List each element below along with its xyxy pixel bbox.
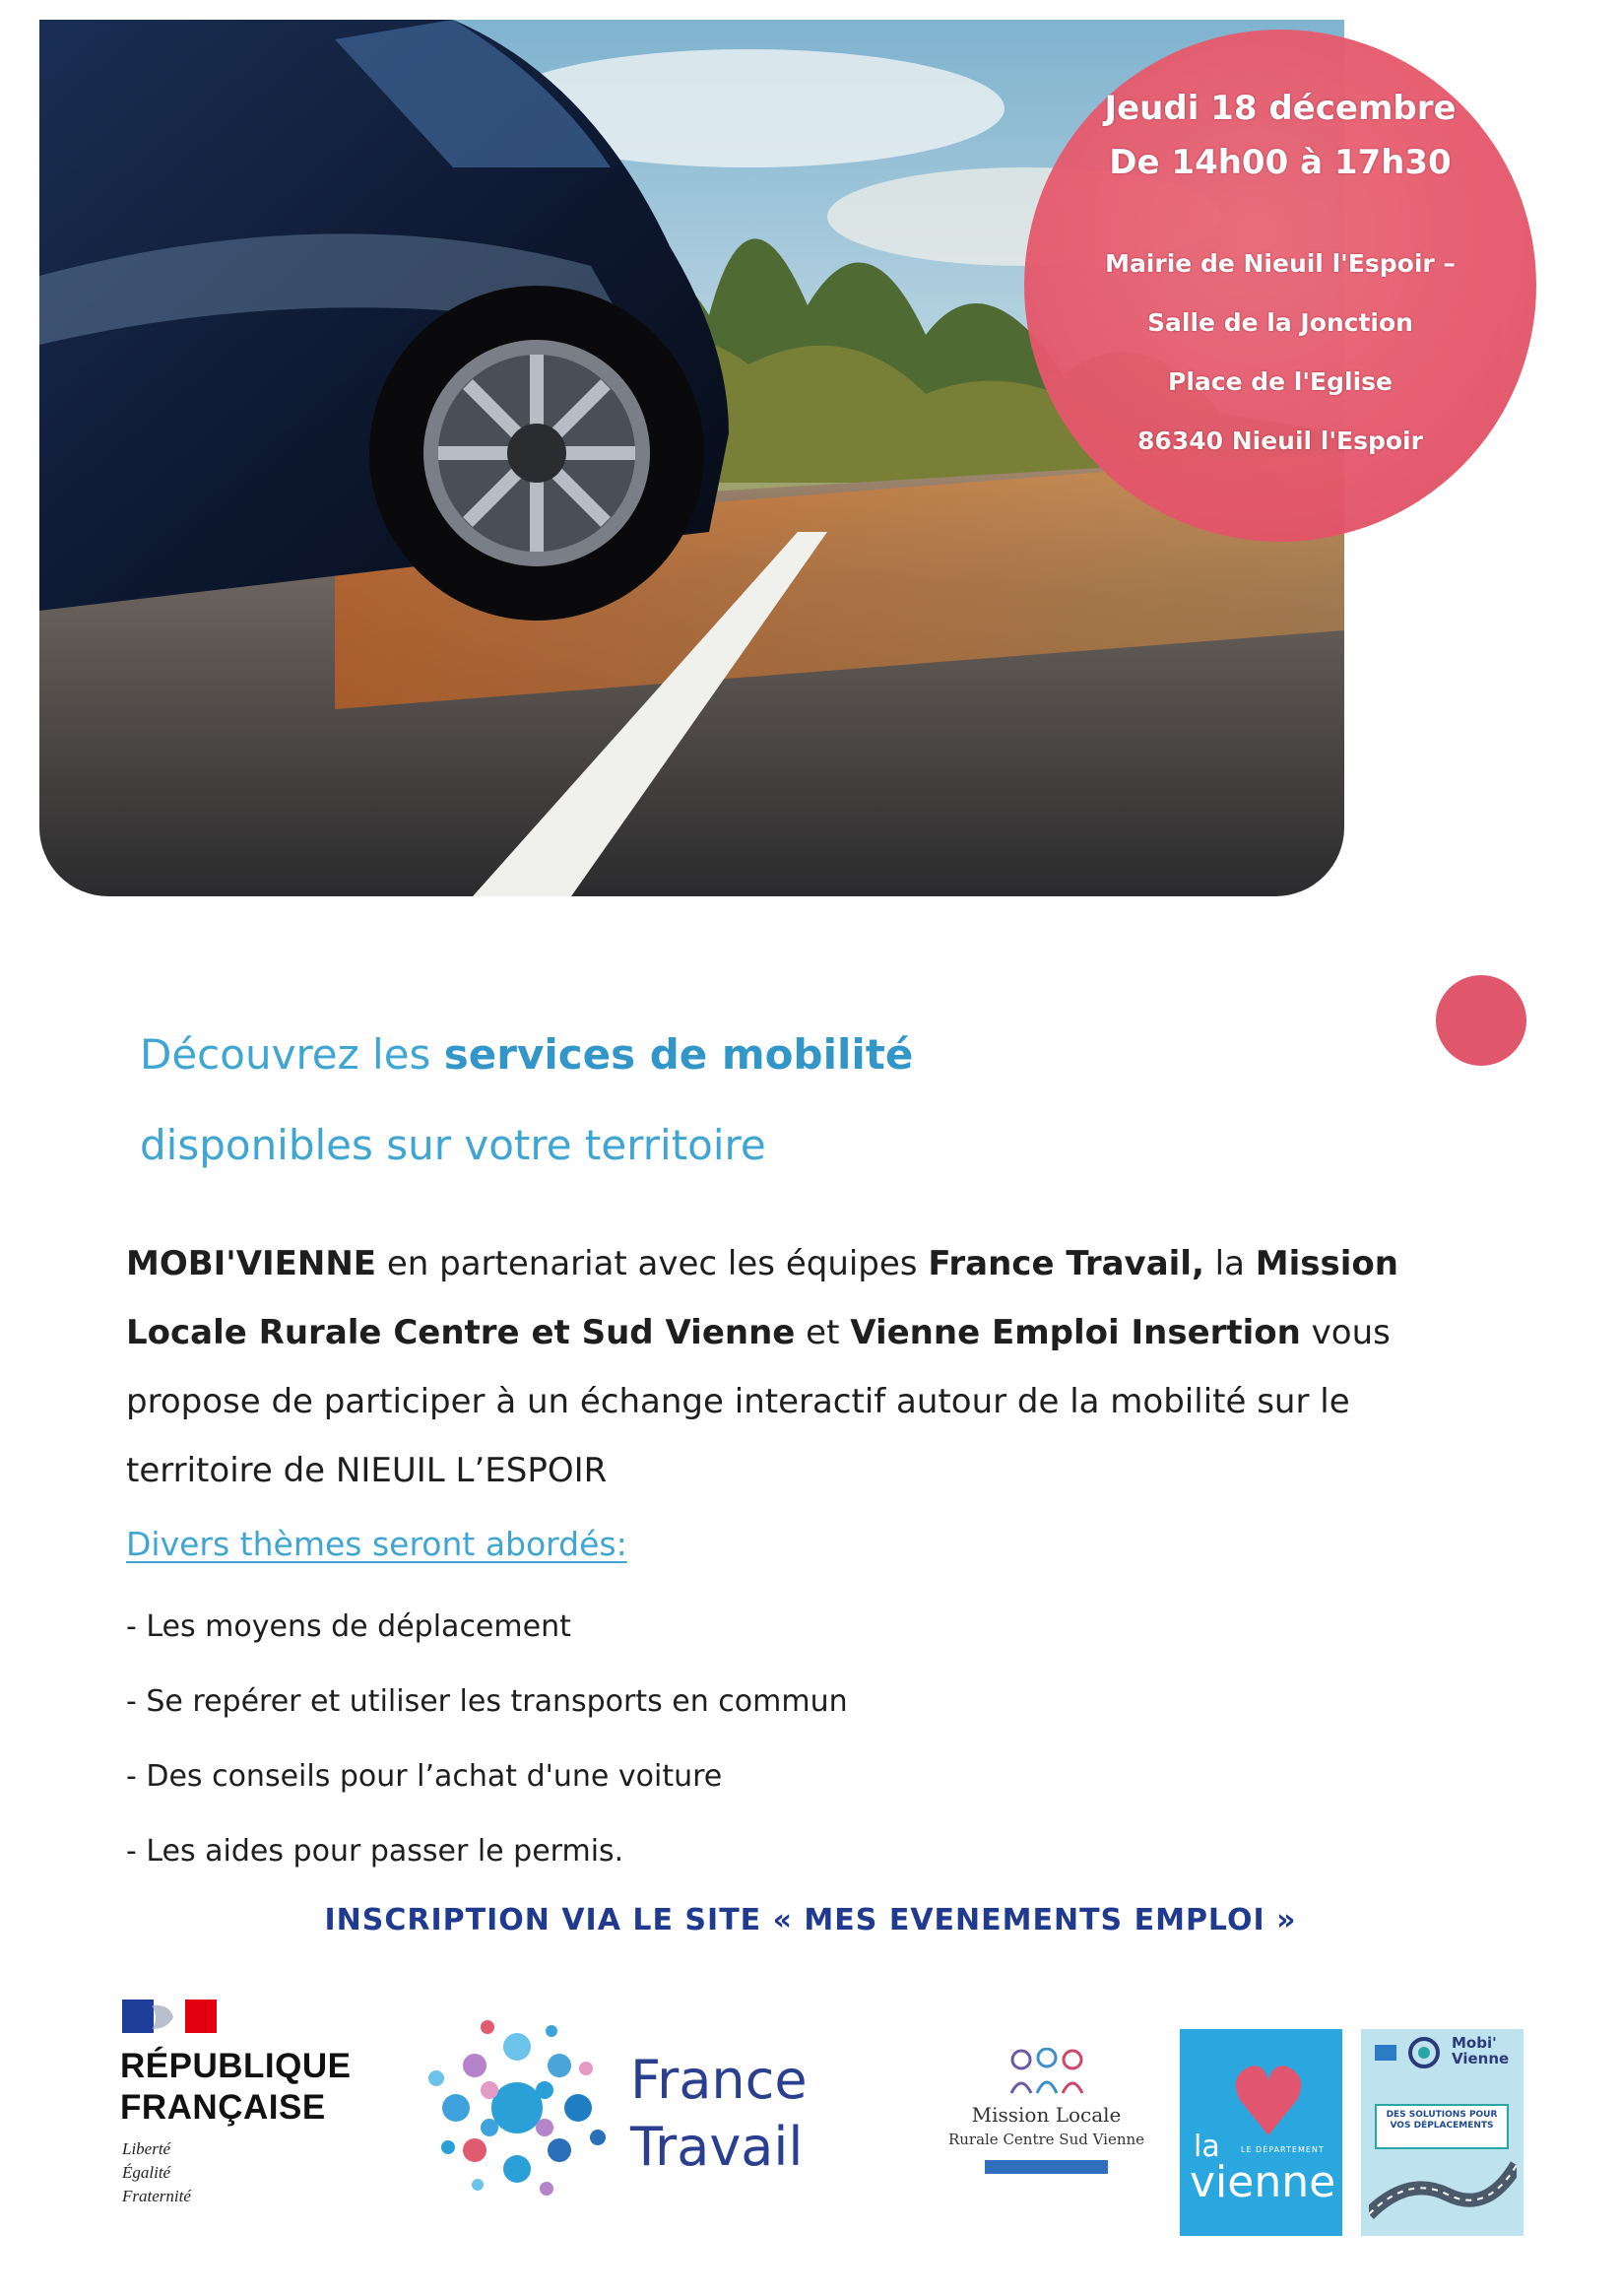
vienne-dept: LE DÉPARTEMENT bbox=[1241, 2145, 1325, 2154]
event-address-line: Place de l'Eglise bbox=[1168, 367, 1393, 396]
france-travail-line: Travail bbox=[630, 2116, 804, 2178]
theme-item: - Des conseils pour l’achat d'une voiture bbox=[126, 1759, 723, 1794]
theme-item: - Les aides pour passer le permis. bbox=[126, 1834, 624, 1869]
rf-motto: Liberté bbox=[122, 2139, 171, 2158]
headline-prefix: Découvrez les bbox=[140, 1030, 444, 1079]
vienne-department-logo bbox=[1180, 2029, 1342, 2236]
theme-item: - Les moyens de déplacement bbox=[126, 1609, 571, 1644]
people-icon bbox=[1007, 2048, 1086, 2097]
event-time: De 14h00 à 17h30 bbox=[1109, 143, 1452, 182]
event-info-circle bbox=[1024, 30, 1536, 542]
headline-strong: services de mobilité bbox=[443, 1030, 914, 1079]
marianne-flag-icon bbox=[122, 2000, 217, 2033]
theme-item: - Se repérer et utiliser les transports en commun bbox=[126, 1684, 848, 1719]
vienne-la: la bbox=[1194, 2130, 1220, 2164]
republique-francaise-logo bbox=[120, 2000, 376, 2236]
region-badge bbox=[985, 2160, 1108, 2174]
rf-motto: Fraternité bbox=[122, 2187, 191, 2205]
intro-text: en partenariat avec les équipes bbox=[376, 1244, 929, 1283]
intro-text: la bbox=[1203, 1244, 1256, 1283]
themes-title: Divers thèmes seront abordés: bbox=[126, 1525, 627, 1563]
event-address-line: Salle de la Jonction bbox=[1147, 308, 1413, 337]
mobi-vienne-logo bbox=[1361, 2029, 1524, 2236]
headline-line-2: disponibles sur votre territoire bbox=[140, 1121, 766, 1169]
org-mobivienne: MOBI'VIENNE bbox=[126, 1244, 377, 1283]
france-travail-dots-icon bbox=[419, 2009, 625, 2206]
inscription-notice: INSCRIPTION VIA LE SITE « MES EVENEMENTS EMPLOI » bbox=[324, 1903, 1297, 1937]
org-mission-locale: Mission Locale Rurale Centre et Sud Vienne bbox=[126, 1244, 1398, 1352]
event-date: Jeudi 18 décembre bbox=[1104, 89, 1457, 128]
intro-paragraph bbox=[126, 1229, 1406, 1505]
vienne-name: vienne bbox=[1190, 2157, 1336, 2207]
rf-name-line: FRANÇAISE bbox=[120, 2088, 326, 2127]
intro-text: vous propose de participer à un échange interactif autour de la mobilité sur le territoire de NIEUIL L’ESPOIR bbox=[126, 1313, 1391, 1490]
mission-locale-line: Mission Locale bbox=[971, 2103, 1122, 2127]
org-vienne-emploi: Vienne Emploi Insertion bbox=[850, 1313, 1301, 1352]
intro-text: et bbox=[795, 1313, 851, 1352]
france-travail-logo bbox=[419, 2009, 852, 2206]
road-icon bbox=[1369, 2155, 1517, 2224]
decorative-dot bbox=[1436, 975, 1526, 1066]
mobi-road-icon bbox=[1375, 2035, 1444, 2074]
event-address-line: Mairie de Nieuil l'Espoir – bbox=[1105, 249, 1456, 278]
mobi-vienne-name: Mobi' Vienne bbox=[1452, 2034, 1510, 2067]
rf-name-line: RÉPUBLIQUE bbox=[120, 2047, 352, 2085]
event-address-line: 86340 Nieuil l'Espoir bbox=[1137, 426, 1423, 455]
france-travail-line: France bbox=[630, 2049, 808, 2111]
mission-locale-line: Rurale Centre Sud Vienne bbox=[947, 2131, 1145, 2148]
heart-icon bbox=[1234, 2059, 1303, 2137]
headline-line-1 bbox=[140, 1030, 913, 1079]
rf-motto: Égalité bbox=[122, 2163, 171, 2182]
org-france-travail: France Travail, bbox=[928, 1244, 1204, 1283]
mobi-vienne-banner: DES SOLUTIONS POUR VOS DÉPLACEMENTS bbox=[1375, 2104, 1509, 2149]
mission-locale-logo bbox=[940, 2044, 1152, 2187]
